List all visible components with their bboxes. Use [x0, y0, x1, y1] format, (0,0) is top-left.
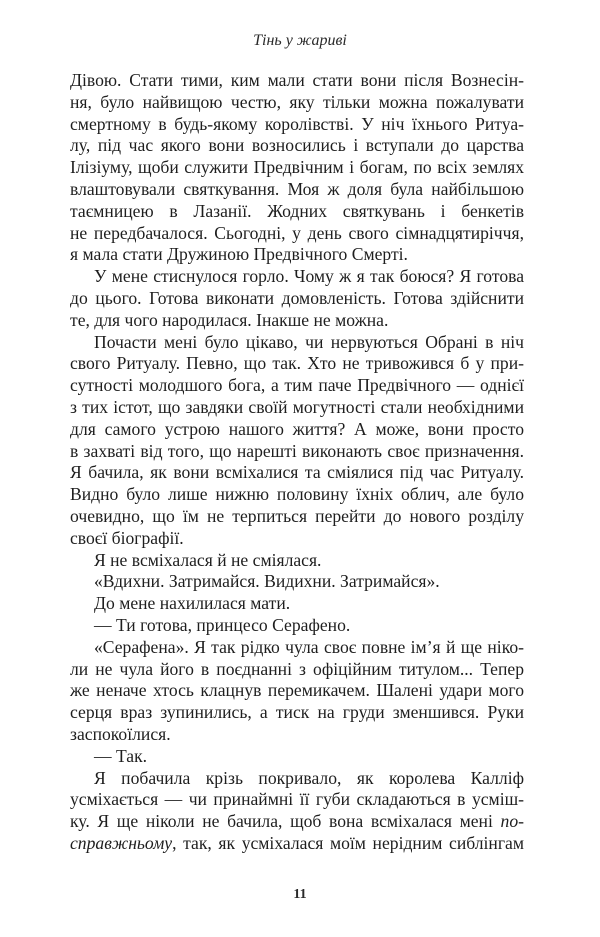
- text-line: [70, 266, 524, 288]
- text-line: [70, 702, 524, 724]
- text-line: [70, 244, 524, 266]
- text-line: [70, 157, 524, 179]
- text-segment: ли не чула його в поєднанні з офіційним титулом... Тепер: [70, 658, 524, 679]
- text-segment: ня, було найвищою честю, яку тільки можна пожалувати: [70, 91, 524, 112]
- text-segment: Видно було лише нижню половину їхніх облич, але було: [70, 484, 524, 505]
- text-segment: ку. Я ще ніколи не бачила, щоб вона всміхалася мені: [70, 811, 501, 832]
- text-segment: до цього. Готова виконати домовленість. Готова здійснити: [70, 287, 524, 308]
- text-line: [70, 135, 524, 157]
- text-line: [70, 659, 524, 681]
- text-segment: До мене нахилилася мати.: [94, 593, 291, 614]
- text-segment: — Ти готова, принцесо Серафено.: [94, 614, 351, 635]
- text-line: [70, 70, 524, 92]
- text-segment: же неначе хтось клацнув перемикачем. Шалені удари мого: [70, 680, 524, 701]
- text-line: [70, 332, 524, 354]
- text-line: [70, 397, 524, 419]
- text-line: [70, 179, 524, 201]
- text-line: [70, 571, 524, 593]
- text-line: [70, 724, 524, 746]
- text-line: [70, 833, 524, 855]
- text-segment: «Вдихни. Затримайся. Видихни. Затримайся».: [94, 571, 440, 592]
- text-segment: серця враз зупинились, а тиск на груди зменшився. Руки: [70, 702, 524, 723]
- text-line: [70, 201, 524, 223]
- text-line: [70, 746, 524, 768]
- text-segment: Почасти мені було цікаво, чи нервуються Обрані в ніч: [94, 331, 524, 352]
- text-line: [70, 593, 524, 615]
- text-segment: сутності молодшого бога, а тим паче Предвічного — однієї: [70, 375, 524, 396]
- text-segment: смертному в будь-якому королівстві. У ніч їхнього Ритуа-: [70, 113, 524, 134]
- body-text: [70, 70, 524, 855]
- text-line: [70, 114, 524, 136]
- text-line: [70, 506, 524, 528]
- running-head: Тінь у жариві: [253, 32, 347, 49]
- text-segment: Дівою. Стати тими, ким мали стати вони після Вознесін-: [70, 70, 524, 90]
- text-segment: Я побачила крізь покривало, як королева Калліф: [94, 767, 524, 788]
- text-line: [70, 789, 524, 811]
- text-segment: в захваті від того, що нарешті виконають своє призначення.: [70, 440, 524, 461]
- text-line: [70, 375, 524, 397]
- text-segment: Я не всміхалася й не сміялася.: [94, 549, 322, 570]
- text-line: [70, 615, 524, 637]
- text-line: [70, 768, 524, 790]
- text-segment: лу, під час якого вони возносились і вступали до царства: [70, 135, 524, 156]
- text-segment: усміхається — чи принаймні її губи складаються в усміш-: [70, 789, 524, 810]
- text-segment: заспокоїлися.: [70, 723, 171, 744]
- text-line: [70, 680, 524, 702]
- text-segment: , так, як усміхалася моїм нерідним сиблінгам: [172, 832, 524, 853]
- text-line: [70, 528, 524, 550]
- text-line: [70, 441, 524, 463]
- text-line: [70, 550, 524, 572]
- text-segment: очевидно, що їм не терпиться перейти до нового розділу: [70, 505, 524, 526]
- text-segment: таємницею в Лазанії. Жодних святкувань і бенкетів: [70, 200, 524, 221]
- text-line: [70, 223, 524, 245]
- text-segment: те, для чого народилася. Інакше не можна.: [70, 309, 389, 330]
- text-line: [70, 637, 524, 659]
- text-line: [70, 484, 524, 506]
- text-line: [70, 288, 524, 310]
- text-segment: Я бачила, як вони всміхалися та сміялися під час Ритуалу.: [70, 462, 524, 483]
- text-line: [70, 353, 524, 375]
- text-line: [70, 419, 524, 441]
- text-segment: Ілізіуму, щоби служити Предвічним і богам, по всіх землях: [70, 157, 524, 178]
- text-line: [70, 462, 524, 484]
- text-segment: я мала стати Дружиною Предвічного Смерті.: [70, 244, 408, 265]
- italic-text: справжньому: [70, 832, 173, 853]
- text-segment: — Так.: [94, 745, 148, 766]
- text-segment: У мене стиснулося горло. Чому ж я так боюся? Я готова: [94, 266, 524, 287]
- page-number: 11: [293, 887, 307, 902]
- text-segment: не передбачалося. Сьогодні, у день свого сімнадцятиріччя,: [70, 222, 524, 243]
- text-line: [70, 310, 524, 332]
- text-segment: влаштовували святкування. Моя ж доля була найбільшою: [70, 178, 524, 199]
- text-segment: своєї біографії.: [70, 527, 184, 548]
- text-line: [70, 92, 524, 114]
- text-line: [70, 811, 524, 833]
- text-segment: для самого устрою нашого життя? А може, вони просто: [70, 418, 524, 439]
- text-segment: свого Ритуалу. Певно, що так. Хто не тривожився б у при-: [70, 353, 524, 374]
- text-segment: з тих істот, що завдяки своїй могутності стали необхідними: [70, 396, 524, 417]
- text-segment: «Серафена». Я так рідко чула своє повне ім’я й ще ніко-: [94, 636, 524, 657]
- italic-text: по-: [500, 811, 524, 832]
